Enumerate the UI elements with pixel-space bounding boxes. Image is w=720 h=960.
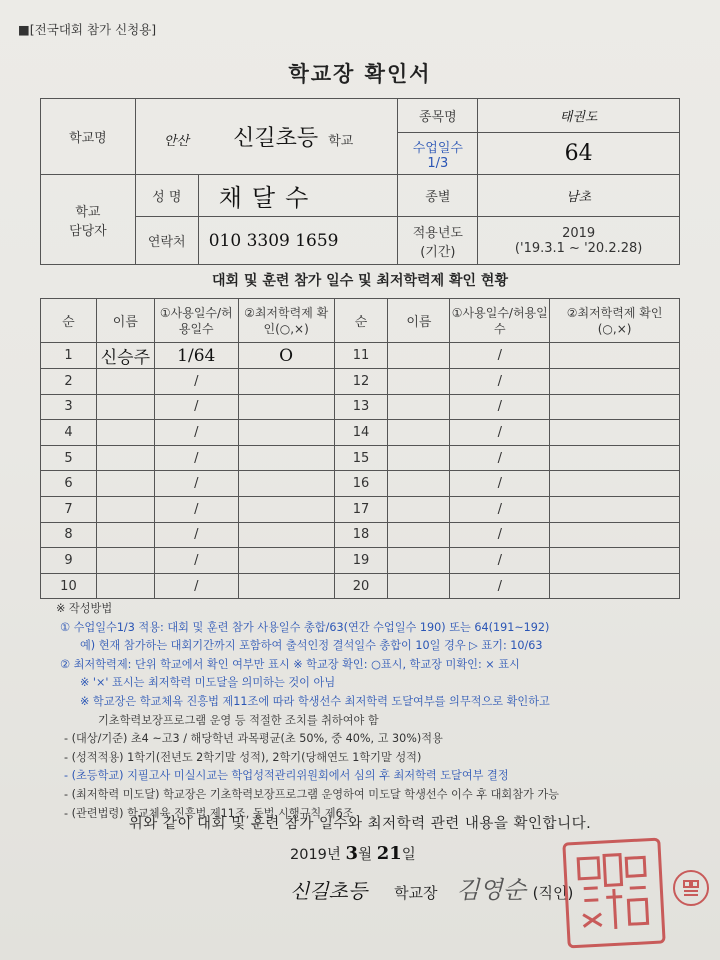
year-period: ('19.3.1 ~ '20.2.28) [514,240,643,256]
row-name-left: 신승주 [96,343,154,369]
row-check-right [550,445,680,471]
header-no-left: 순 [41,299,97,343]
row-check-left [238,471,334,497]
note-4a: ※ 학교장은 학교체육 진흥법 제11조에 따라 학생선수 최저학력 도달여부를 의무적으로 확인하고 [80,694,550,708]
row-name-right [388,548,450,574]
notes [56,600,700,823]
row-days-right: / [450,343,550,369]
manager-label-line1: 학교 [75,204,101,220]
school-suffix: 학교 [328,134,354,149]
days-value: 64 [478,133,680,175]
row-no-left: 1 [41,343,97,369]
row-days-right: / [450,496,550,522]
date [290,843,416,864]
signature-line [290,870,573,905]
row-name-left [96,522,154,548]
days-label-line2: 1/3 [427,155,449,171]
header-min-left: ②최저학력제 확인(○,×) [238,299,334,343]
row-check-left [238,522,334,548]
note-1a: ① 수업일수1/3 적용: 대회 및 훈련 참가 사용일수 총합/63(연간 수업일수 190) 또는 64(191~192) [60,620,550,634]
row-name-left [96,445,154,471]
row-no-right: 14 [334,420,388,446]
document-title: 학교장 확인서 [288,62,432,86]
row-check-left [238,369,334,395]
contact-value: 010 3309 1659 [198,217,398,265]
table-row [41,496,680,522]
row-check-left [238,420,334,446]
row-check-right [550,394,680,420]
notes-header: ※ 작성방법 [56,602,113,615]
row-name-left [96,471,154,497]
row-no-left: 2 [41,369,97,395]
row-days-left: / [154,369,238,395]
name-label: 성 명 [135,175,198,217]
table-row [41,548,680,574]
row-name-right [388,420,450,446]
note-3: ※ '×' 표시는 최저학력 미도달을 의미하는 것이 아님 [80,676,336,690]
row-no-right: 19 [334,548,388,574]
date-month: 3 [345,843,359,864]
school-cell [135,99,398,175]
row-check-right [550,522,680,548]
row-name-right [388,343,450,369]
row-no-left: 3 [41,394,97,420]
contact-label: 연락처 [135,217,198,265]
row-name-right [388,369,450,395]
row-name-right [388,394,450,420]
row-days-left: / [154,522,238,548]
header-used-left: ①사용일수/허용일수 [154,299,238,343]
year-value-cell [478,217,680,265]
days-label [398,133,478,175]
row-name-right [388,522,450,548]
sport-label: 종목명 [398,99,478,133]
table-row [41,394,680,420]
note-6: - (성적적용) 1학기(전년도 2학기말 성적), 2학기(당해연도 1학기말 성적) [64,750,422,764]
manager-label-line2: 담당자 [69,223,107,239]
row-no-right: 12 [334,369,388,395]
row-days-left: / [154,573,238,599]
row-no-right: 16 [334,471,388,497]
row-days-left: / [154,496,238,522]
confirm-text: 위와 같이 대회 및 훈련 참가 일수와 최저학력 관련 내용을 확인합니다. [128,816,592,832]
year-value: 2019 [562,225,596,241]
date-year: 2019년 [290,847,341,863]
sport-value: 태권도 [478,99,680,133]
row-check-left [238,445,334,471]
row-name-left [96,394,154,420]
table-header-row [41,299,680,343]
row-days-left: / [154,471,238,497]
row-days-left: 1/64 [154,343,238,369]
note-8: - (최저학력 미도달) 학교장은 기초학력보장프로그램 운영하여 미도달 학생선수 이수 후 대회참가 가능 [64,787,559,801]
year-label [398,217,478,265]
row-no-right: 13 [334,394,388,420]
row-days-right: / [450,369,550,395]
row-no-right: 15 [334,445,388,471]
row-check-right [550,343,680,369]
table-row [41,445,680,471]
official-seal-stamp [562,838,665,949]
note-4b: 기초학력보장프로그램 운영 등 적절한 조치를 취하여야 함 [98,713,379,727]
row-no-right: 17 [334,496,388,522]
row-no-left: 8 [41,522,97,548]
row-days-right: / [450,548,550,574]
row-days-right: / [450,471,550,497]
round-seal-icon [679,876,703,900]
row-no-left: 6 [41,471,97,497]
header-used-right: ①사용일수/허용일수 [450,299,550,343]
row-days-right: / [450,522,550,548]
row-no-left: 5 [41,445,97,471]
row-days-right: / [450,420,550,446]
participation-table [40,298,680,599]
days-label-line1: 수업일수 [412,140,463,156]
row-no-left: 4 [41,420,97,446]
row-check-left [238,548,334,574]
round-seal-stamp [673,870,709,906]
row-check-left [238,394,334,420]
school-name: 신길초등 [233,126,319,151]
row-check-right [550,369,680,395]
table-row [41,573,680,599]
signature-school: 신길초등 [290,879,368,903]
note-1b: 예) 현재 참가하는 대회기간까지 포함하여 출석인정 결석일수 총합이 10일 경우 ▷ 표기: 10/63 [80,639,543,653]
header-min-right: ②최저학력제 확인(○,×) [550,299,680,343]
row-check-left: O [238,343,334,369]
row-no-left: 10 [41,573,97,599]
row-name-left [96,420,154,446]
row-check-left [238,573,334,599]
signature-sign: 김영순 [456,876,526,904]
table-row [41,471,680,497]
date-day-unit: 일 [401,847,416,863]
info-table [40,98,680,265]
row-name-right [388,445,450,471]
row-check-right [550,548,680,574]
row-days-left: / [154,548,238,574]
year-label-line2: (기간) [420,244,456,260]
header-no-right: 순 [334,299,388,343]
row-name-left [96,369,154,395]
row-no-left: 7 [41,496,97,522]
school-label: 학교명 [41,99,136,175]
row-check-right [550,573,680,599]
table-row [41,369,680,395]
date-day: 21 [376,843,402,864]
row-name-left [96,496,154,522]
row-no-right: 20 [334,573,388,599]
row-no-left: 9 [41,548,97,574]
row-days-right: / [450,573,550,599]
row-name-right [388,471,450,497]
row-check-right [550,471,680,497]
header-name-left: 이름 [96,299,154,343]
note-2: ② 최저학력제: 단위 학교에서 확인 여부만 표시 ※ 학교장 확인: ○표시, 학교장 미확인: × 표시 [60,657,520,671]
category-label: 종별 [398,175,478,217]
row-name-left [96,548,154,574]
note-5: - (대상/기준) 초4 ~고3 / 해당학년 과목평균(초 50%, 중 40%, 고 30%)적용 [64,732,443,746]
table-row [41,522,680,548]
note-9: - (관련법령) 학교체육 진흥법 제11조, 동법 시행규칙 제6조 [64,806,354,820]
school-region: 안산 [163,134,189,149]
table-row [41,420,680,446]
form-tag: ■[전국대회 참가 신청용] [18,22,157,37]
row-check-right [550,496,680,522]
signature-seal-suffix: (직인) [532,884,574,902]
row-name-right [388,573,450,599]
name-value: 채달수 [198,175,398,217]
row-days-right: / [450,394,550,420]
row-days-left: / [154,420,238,446]
date-month-unit: 월 [358,847,373,863]
category-value: 남초 [478,175,680,217]
row-no-right: 18 [334,522,388,548]
signature-title: 학교장 [394,884,438,902]
row-days-left: / [154,445,238,471]
section-title: 대회 및 훈련 참가 일수 및 최저학력제 확인 현황 [212,273,508,289]
row-days-left: / [154,394,238,420]
row-days-right: / [450,445,550,471]
year-label-line1: 적용년도 [412,225,463,241]
note-7: - (초등학교) 지필고사 미실시교는 학업성적관리위원회에서 심의 후 최저학력 도달여부 결정 [64,769,509,783]
manager-label [41,175,136,265]
header-name-right: 이름 [388,299,450,343]
row-no-right: 11 [334,343,388,369]
row-name-left [96,573,154,599]
table-body [41,343,680,599]
row-check-right [550,420,680,446]
table-row [41,343,680,369]
row-name-right [388,496,450,522]
seal-icon [572,847,656,939]
row-check-left [238,496,334,522]
